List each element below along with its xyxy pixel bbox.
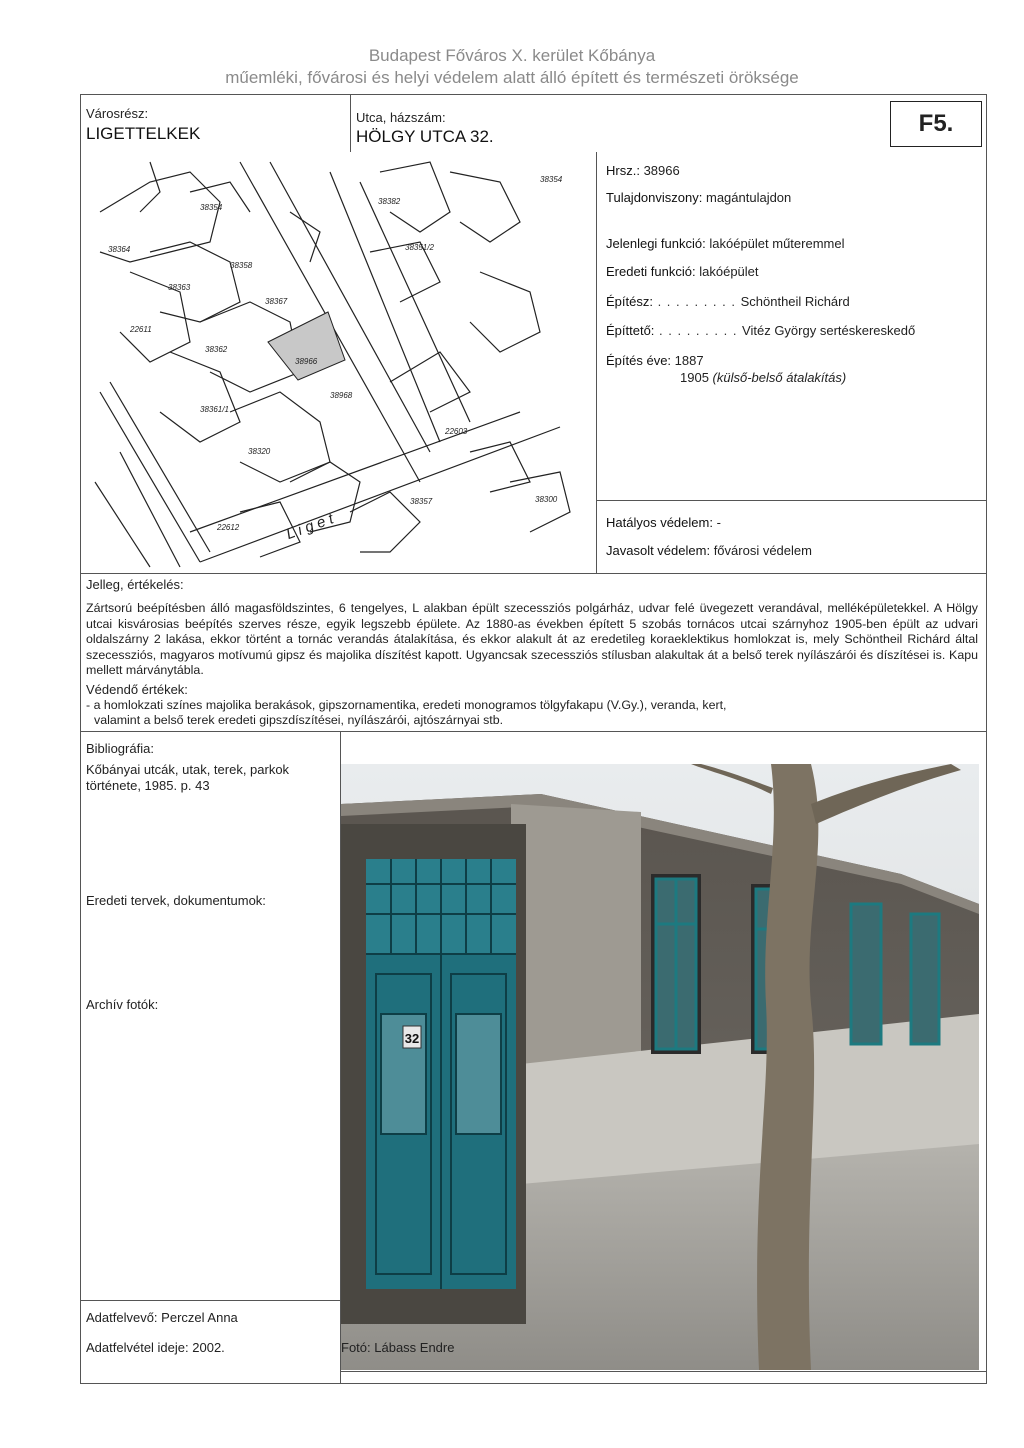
divider bbox=[80, 573, 987, 574]
header-subtitle: műemléki, fővárosi és helyi védelem alatt álló épített és természeti öröksége bbox=[225, 68, 799, 87]
photographer-value: Lábass Endre bbox=[374, 1340, 455, 1355]
values-title: Védendő értékek: bbox=[86, 682, 188, 697]
divider bbox=[80, 731, 987, 732]
record-code: F5. bbox=[890, 101, 982, 147]
evaluation-title: Jelleg, értékelés: bbox=[86, 577, 184, 592]
street-label: L i g e t bbox=[283, 510, 336, 544]
date-label: Adatfelvétel ideje: bbox=[86, 1340, 189, 1355]
bibliography-line-2: története, 1985. p. 43 bbox=[86, 778, 210, 793]
parcel-label: 38354 bbox=[540, 175, 563, 184]
parcel-label: 22611 bbox=[130, 325, 152, 334]
current-function-label: Jelenlegi funkció: bbox=[606, 236, 706, 251]
window bbox=[651, 874, 701, 1054]
divider bbox=[596, 152, 597, 573]
parcel-label: 38382 bbox=[378, 197, 401, 206]
proposed-label: Javasolt védelem: bbox=[606, 543, 711, 558]
house-number: 32 bbox=[404, 1031, 420, 1046]
year-note: (külső-belső átalakítás) bbox=[712, 370, 847, 385]
parcel-label: 38968 bbox=[330, 391, 353, 400]
parcel-label: 38363 bbox=[168, 283, 191, 292]
parcel-label: 38358 bbox=[230, 261, 253, 270]
parcel-label: 38966 bbox=[295, 357, 318, 366]
divider bbox=[350, 94, 351, 152]
original-function-value: lakóépület bbox=[699, 264, 759, 279]
header-title: Budapest Főváros X. kerület Kőbánya bbox=[368, 46, 656, 65]
current-function-value: lakóépület műteremmel bbox=[709, 236, 845, 251]
divider bbox=[80, 1300, 340, 1301]
plans-title: Eredeti tervek, dokumentumok: bbox=[86, 893, 266, 908]
date-value: 2002. bbox=[192, 1340, 225, 1355]
parcel-label: 38367 bbox=[265, 297, 288, 306]
proposed-row bbox=[606, 543, 812, 558]
district-value: LIGETTELKEK bbox=[86, 124, 201, 143]
recorder-value: Perczel Anna bbox=[161, 1310, 238, 1325]
protection-label: Hatályos védelem: bbox=[606, 515, 713, 530]
year-value: 1887 bbox=[674, 353, 704, 368]
highlighted-parcel bbox=[268, 312, 345, 380]
protection-value: - bbox=[716, 515, 721, 530]
parcel-label: 38357 bbox=[410, 497, 433, 506]
current-function-row bbox=[606, 236, 844, 251]
bibliography-line-1: Kőbányai utcák, utak, terek, parkok bbox=[86, 762, 290, 777]
year-label: Építés éve: bbox=[606, 353, 672, 368]
values-line-2: valamint a belső terek eredeti gipszdíszítései, nyílászárói, ajtószárnyai stb. bbox=[94, 713, 504, 727]
architect-value: Schöntheil Richárd bbox=[740, 294, 850, 309]
year-row bbox=[606, 353, 704, 368]
date-row bbox=[86, 1340, 225, 1355]
original-function-row bbox=[606, 264, 759, 279]
architect-row: Építész: . . . . . . . . . Schöntheil Richárd bbox=[606, 294, 850, 309]
proposed-value: fővárosi védelem bbox=[713, 543, 812, 558]
parcel-label: 38354 bbox=[200, 203, 223, 212]
parcel-label: 22612 bbox=[217, 523, 240, 532]
parcel-label: 38364 bbox=[108, 245, 131, 254]
builder-label: Építtető: bbox=[606, 323, 655, 338]
parcel-label: 38320 bbox=[248, 447, 271, 456]
parcel-label: 38351/2 bbox=[405, 243, 434, 252]
building-photo bbox=[341, 764, 979, 1370]
architect-label: Építész: bbox=[606, 294, 653, 309]
hrsz-row bbox=[606, 163, 680, 178]
recorder-label: Adatfelvevő: bbox=[86, 1310, 158, 1325]
hrsz-label: Hrsz.: bbox=[606, 163, 640, 178]
builder-row: Építtető: . . . . . . . . . Vitéz György sertéskereskedő bbox=[606, 323, 916, 338]
ownership-label: Tulajdonviszony: bbox=[606, 190, 703, 205]
protection-row bbox=[606, 515, 721, 530]
ownership-value: magántulajdon bbox=[705, 190, 792, 205]
year-row-2 bbox=[680, 370, 846, 385]
parcel-label: 38362 bbox=[205, 345, 228, 354]
site-map bbox=[90, 152, 590, 572]
archive-title: Archív fotók: bbox=[86, 997, 159, 1012]
ownership-row bbox=[606, 190, 791, 205]
values-line-1: - a homlokzati színes majolika berakások, gipszornamentika, eredeti monogramos tölgyfakapu (V.Gy.), veranda, kert, bbox=[86, 698, 727, 712]
builder-value: Vitéz György sertéskereskedő bbox=[742, 323, 916, 338]
address-value: HÖLGY UTCA 32. bbox=[356, 127, 494, 146]
divider bbox=[340, 1371, 987, 1372]
hrsz-value: 38966 bbox=[643, 163, 680, 178]
parcel-label: 38300 bbox=[535, 495, 558, 504]
divider bbox=[596, 500, 987, 501]
address-label: Utca, házszám: bbox=[356, 110, 446, 125]
district-label: Városrész: bbox=[86, 106, 149, 121]
year-value-2: 1905 bbox=[680, 370, 709, 385]
bibliography-title: Bibliográfia: bbox=[86, 741, 154, 756]
original-function-label: Eredeti funkció: bbox=[606, 264, 696, 279]
evaluation-text: Zártsorú beépítésben álló magasföldszintes, 6 tengelyes, L alakban épült szecessziós polgárház, udvar felé üvegezett verandával, melléképületekkel. A Hölgy utcai kisvárosias beépítés szerves része, egyik legszebb épülete. Az 1880-as években épített 5 szobás tornácos utcai szárnyhoz 1905-ben épült az udvari oldalszárny 2 lakása, ekkor történt a tornác verandás átalakítása, és ekkor alakult át az eredetileg koraeklektikus homlokzat is, mely Schöntheil Richárd által szecessziós, magyaros motívumú gipsz és majolika díszítést kapott. Ugyancsak szecessziós stílusban alakultak át a belső terek nyílászárói és díszítései is. Kapu mellett márványtábla. bbox=[86, 601, 978, 678]
parcel-label: 38361/1 bbox=[200, 405, 229, 414]
recorder-row bbox=[86, 1310, 238, 1325]
photographer-row bbox=[341, 1340, 454, 1355]
parcel-label: 22603 bbox=[445, 427, 468, 436]
photographer-label: Fotó: bbox=[341, 1340, 371, 1355]
